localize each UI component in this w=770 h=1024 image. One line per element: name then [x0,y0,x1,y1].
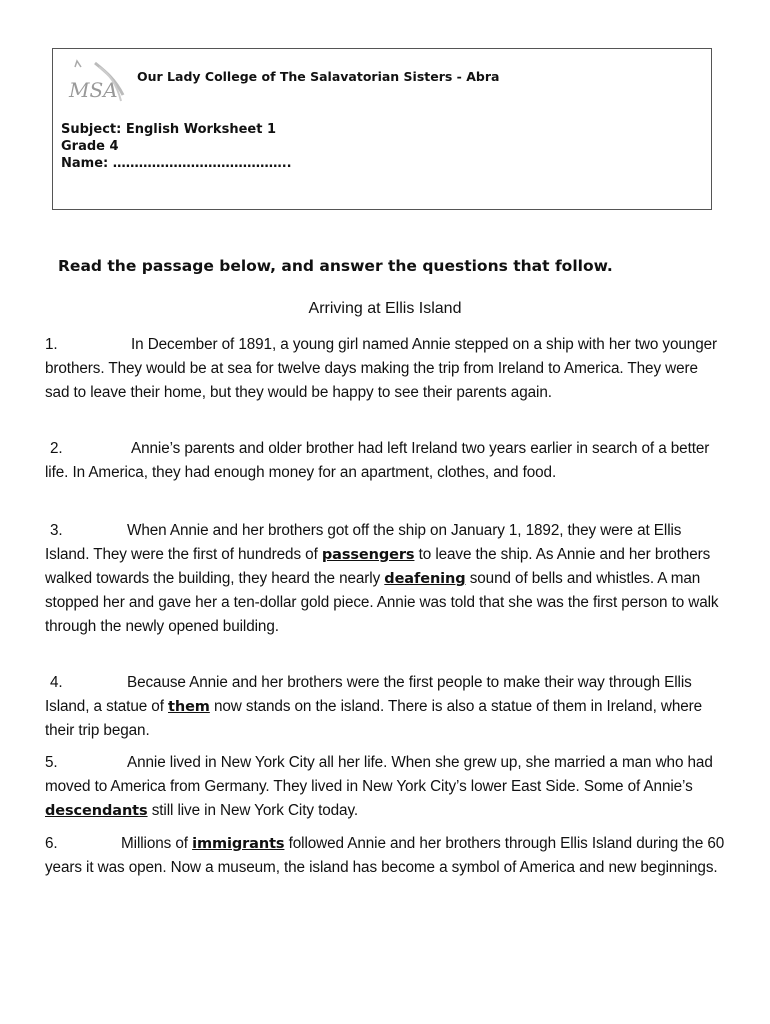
paragraph-2 [45,437,725,485]
paragraph-4 [45,671,725,743]
vocab-word-deafening: deafening [384,571,466,587]
paragraph-text: to leave the ship. As Annie and her brothers walked towards the building, they heard the nearly [45,546,711,587]
name-line: Name: ………………………………….. [61,156,292,171]
paragraph-text: now stands on the island. There is also a statue of them in Ireland, where their trip began. [45,698,703,739]
paragraph-1 [45,333,725,405]
paragraph-text: In December of 1891, a young girl named Annie stepped on a ship with her two younger brothers. They would be at sea for twelve days making the trip from Ireland to America. They were sad to leave their home, but they would be happy to see their parents again. [45,336,718,401]
paragraph-number: 2. [50,440,63,457]
paragraph-text: Because Annie and her brothers were the first people to make their way through Ellis Island, a statue of [45,674,692,715]
vocab-word-passengers: passengers [321,547,415,563]
paragraph-text: Millions of [121,835,188,852]
paragraph-text: Annie lived in New York City all her life. When she grew up, she married a man who had moved to America from Germany. They lived in New York City’s lower East Side. Some of Annie’s [45,754,713,795]
passage-title: Arriving at Ellis Island [308,300,462,317]
paragraph-number: 1. [45,336,58,353]
grade-line: Grade 4 [61,139,119,154]
paragraph-text: Annie’s parents and older brother had left Ireland two years earlier in search of a better life. In America, they had enough money for an apartment, clothes, and food. [45,440,710,481]
paragraph-number: 5. [45,754,58,771]
paragraph-text: sound of bells and whistles. A man stopped her and gave her a ten-dollar gold piece. Annie was told that she was the first person to walk through the newly opened building. [45,570,719,635]
paragraph-3 [45,519,725,639]
paragraph-5 [45,751,725,823]
school-name: Our Lady College of The Salavatorian Sisters - Abra [137,69,500,84]
worksheet-header [52,48,712,210]
logo-text: MSA [69,78,118,102]
vocab-word-them: them [168,699,210,715]
vocab-word-descendants: descendants [45,803,148,819]
paragraph-number: 4. [50,674,63,691]
paragraph-6 [45,832,725,880]
school-logo [65,57,127,107]
instructions: Read the passage below, and answer the questions that follow. [58,257,613,275]
paragraph-text: When Annie and her brothers got off the ship on January 1, 1892, they were at Ellis Island. They were the first of hundreds of [45,522,682,563]
vocab-word-immigrants: immigrants [192,836,285,852]
paragraph-text: still live in New York City today. [151,802,359,819]
worksheet-meta [61,121,292,172]
paragraph-text: followed Annie and her brothers through Ellis Island during the 60 years it was open. Now a museum, the island has become a symbol of America and new beginnings. [45,835,725,876]
subject-line: Subject: English Worksheet 1 [61,122,276,137]
paragraph-number: 6. [45,835,58,852]
paragraph-number: 3. [50,522,63,539]
